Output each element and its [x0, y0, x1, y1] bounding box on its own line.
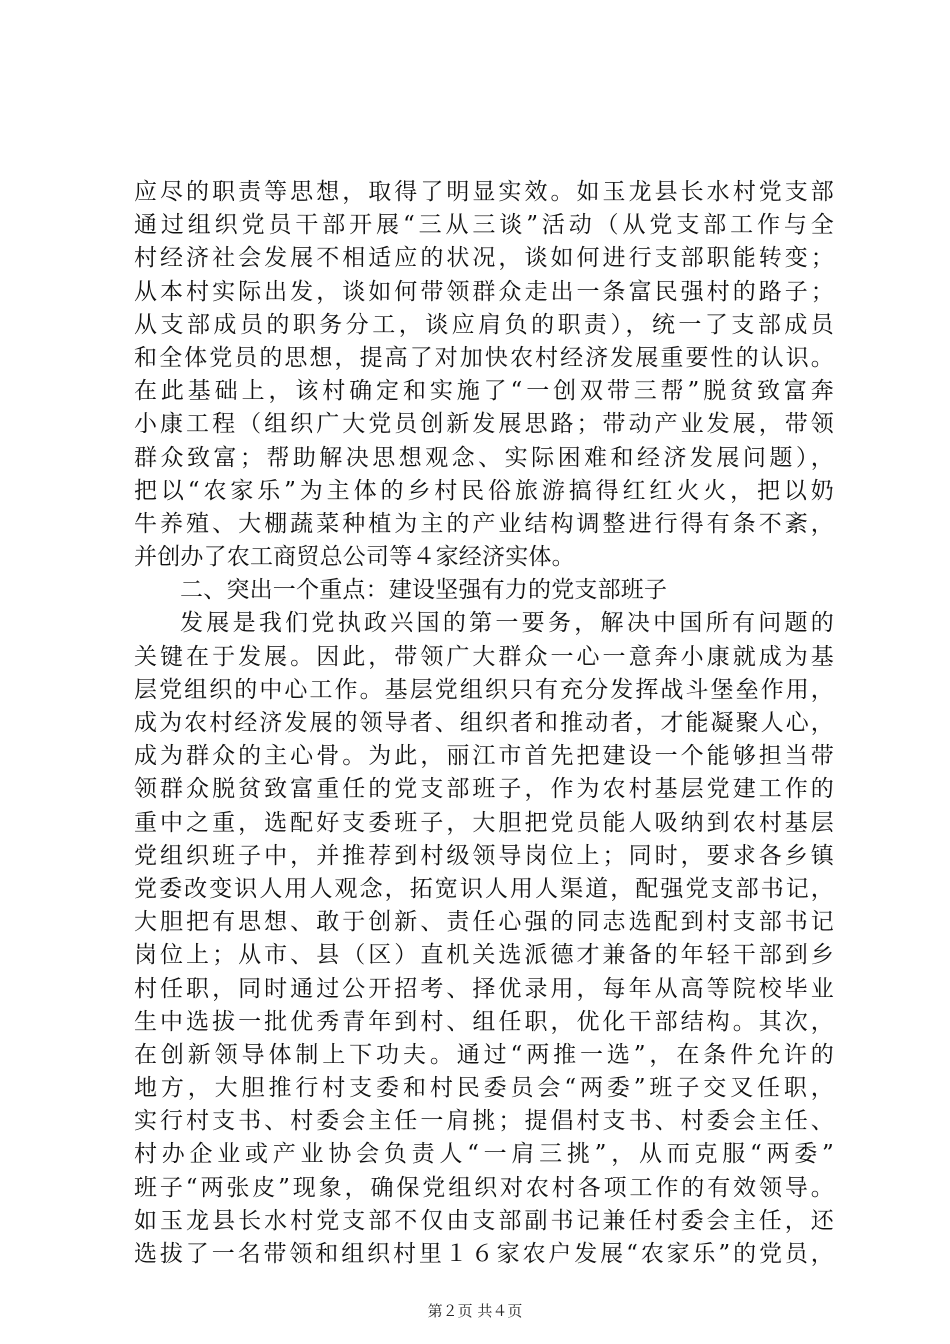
text-line: 层党组织的中心工作。基层党组织只有充分发挥战斗堡垒作用，: [134, 676, 834, 703]
text-line: 村办企业或产业协会负责人“一肩三挑”，从而克服“两委”: [134, 1141, 834, 1168]
text-line: 群众致富；帮助解决思想观念、实际困难和经济发展问题），: [134, 444, 834, 471]
document-body: [134, 176, 834, 1271]
text-line: 实行村支书、村委会主任一肩挑；提倡村支书、村委会主任、: [134, 1108, 834, 1135]
paragraph-1: [134, 176, 834, 574]
text-line: 发展是我们党执政兴国的第一要务，解决中国所有问题的: [180, 610, 834, 637]
text-line: 把以“农家乐”为主体的乡村民俗旅游搞得红红火火，把以奶: [134, 477, 834, 504]
text-line: 大胆把有思想、敢于创新、责任心强的同志选配到村支部书记: [134, 909, 834, 936]
text-line: 并创办了农工商贸总公司等４家经济实体。: [134, 544, 575, 571]
text-line: 和全体党员的思想，提高了对加快农村经济发展重要性的认识。: [134, 344, 834, 371]
text-line: 重中之重，选配好支委班子，大胆把党员能人吸纳到农村基层: [134, 809, 834, 836]
text-line: 党组织班子中，并推荐到村级领导岗位上；同时，要求各乡镇: [134, 842, 834, 869]
text-line: 村任职，同时通过公开招考、择优录用，每年从高等院校毕业: [134, 975, 834, 1002]
text-line: 应尽的职责等思想，取得了明显实效。如玉龙县长水村党支部: [134, 179, 834, 205]
text-line: 小康工程（组织广大党员创新发展思路；带动产业发展，带领: [134, 411, 834, 438]
page-number-footer: 第２页 共４页: [427, 1302, 523, 1320]
text-line: 岗位上；从市、县（区）直机关选派德才兼备的年轻干部到乡: [134, 942, 834, 969]
text-line: 地方，大胆推行村支委和村民委员会“两委”班子交叉任职，: [134, 1075, 834, 1102]
text-line: 从本村实际出发，谈如何带领群众走出一条富民强村的路子；: [134, 278, 834, 305]
text-line: 党委改变识人用人观念，拓宽识人用人渠道，配强党支部书记，: [134, 875, 834, 902]
text-line: 如玉龙县长水村党支部不仅由支部副书记兼任村委会主任，还: [134, 1207, 834, 1234]
text-line: 在此基础上，该村确定和实施了“一创双带三帮”脱贫致富奔: [134, 378, 834, 405]
section-heading: 二、突出一个重点：建设坚强有力的党支部班子: [180, 577, 668, 604]
text-line: 村经济社会发展不相适应的状况，谈如何进行支部职能转变；: [134, 245, 834, 272]
text-line: 成为群众的主心骨。为此，丽江市首先把建设一个能够担当带: [134, 743, 834, 770]
text-line: 牛养殖、大棚蔬菜种植为主的产业结构调整进行得有条不紊，: [134, 510, 834, 537]
text-line: 通过组织党员干部开展“三从三谈”活动（从党支部工作与全: [134, 212, 834, 239]
text-line: 选拔了一名带领和组织村里１６家农户发展“农家乐”的党员，: [134, 1241, 834, 1267]
text-line: 领群众脱贫致富重任的党支部班子，作为农村基层党建工作的: [134, 776, 834, 803]
text-line: 在创新领导体制上下功夫。通过“两推一选”，在条件允许的: [134, 1041, 834, 1068]
paragraph-2: [134, 607, 834, 1271]
text-line: 班子“两张皮”现象，确保党组织对农村各项工作的有效领导。: [134, 1174, 834, 1201]
text-line: 从支部成员的职务分工，谈应肩负的职责），统一了支部成员: [134, 311, 834, 338]
text-line: 成为农村经济发展的领导者、组织者和推动者，才能凝聚人心，: [134, 710, 834, 736]
text-line: 关键在于发展。因此，带领广大群众一心一意奔小康就成为基: [134, 643, 834, 670]
text-line: 生中选拔一批优秀青年到村、组任职，优化干部结构。其次，: [134, 1008, 834, 1035]
